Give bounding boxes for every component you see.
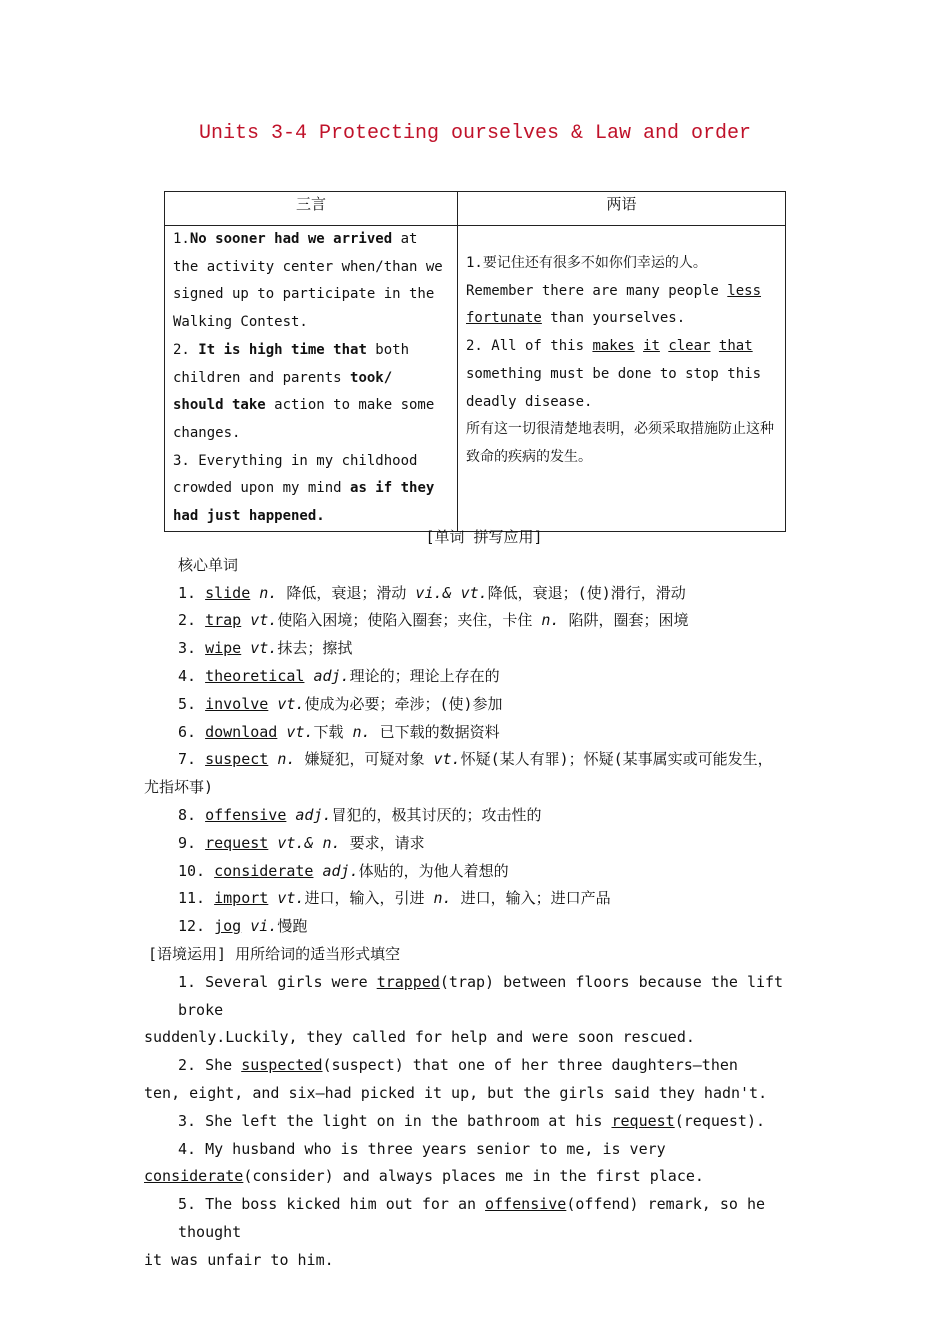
p3-text: 3. Everything in my childhood crowded upon my mind xyxy=(173,452,418,497)
page-title: Units 3-4 Protecting ourselves & Law and order xyxy=(198,122,752,145)
table-cell-right xyxy=(458,226,786,532)
word-item: 9. request vt.& n. 要求，请求 xyxy=(178,833,425,852)
r1-english-b: than yourselves. xyxy=(541,310,686,327)
p2-bold2: took/ should take xyxy=(173,369,393,414)
sentence-continuation: it was unfair to him. xyxy=(144,1250,334,1269)
phrase-table xyxy=(164,191,786,532)
p2-bold: It is high time that xyxy=(198,341,367,358)
section-heading-spelling: [单词 拼写应用] xyxy=(425,528,543,546)
word-item: 11. import vt.进口，输入，引进 n. 进口，输入；进口产品 xyxy=(178,889,611,908)
sentence-continuation: suddenly.Luckily, they called for help and were soon rescued. xyxy=(144,1028,695,1047)
r2-answer-1: makes xyxy=(592,338,635,355)
word-item: 8. offensive adj.冒犯的，极其讨厌的；攻击性的 xyxy=(178,805,542,824)
table-cell-left xyxy=(165,226,458,532)
sentence-item: 3. She left the light on in the bathroom at his request(request). xyxy=(178,1111,766,1130)
p2-num: 2. xyxy=(173,341,199,358)
r1-chinese: 1.要记住还有很多不如你们幸运的人。 xyxy=(466,255,707,271)
p2-text2: action to make some changes. xyxy=(173,397,435,441)
section-heading-context: [语境运用] 用所给词的适当形式填空 xyxy=(148,944,401,963)
sentence-item: 1. Several girls were trapped(trap) between floors because the lift broke xyxy=(178,972,784,1019)
r1-answer-2: fortunate xyxy=(466,310,542,327)
word-item: 2. trap vt.使陷入困境；使陷入圈套；夹住，卡住 n. 陷阱，圈套；困境 xyxy=(178,611,689,630)
answer-blank: trapped xyxy=(376,972,440,991)
answer-blank: suspected xyxy=(241,1056,323,1075)
sentence-continuation: considerate(consider) and always places me in the first place. xyxy=(144,1167,704,1186)
sentence-item: 2. She suspected(suspect) that one of her three daughters—then xyxy=(178,1056,738,1075)
answer-blank: request xyxy=(611,1111,675,1130)
word-item: 5. involve vt.使成为必要；牵涉；(使)参加 xyxy=(178,694,503,713)
p1-text: at the activity center when/than we signed up to participate in the Walking Contest. xyxy=(173,231,443,331)
word-item: 7. suspect n. 嫌疑犯，可疑对象 vt.怀疑(某人有罪)；怀疑(某事属实或可能发生， xyxy=(178,750,773,769)
r2-english-b: something must be done to stop this deadly disease. xyxy=(466,365,762,410)
p3-bold: as if they had just happened. xyxy=(173,480,435,525)
word-item: 4. theoretical adj.理论的；理论上存在的 xyxy=(178,666,500,685)
sentence-item: 5. The boss kicked him out for an offensive(offend) remark, so he thought xyxy=(178,1195,766,1241)
p1-bold: No sooner had we arrived xyxy=(189,231,393,247)
word-item-continuation: 尤指坏事) xyxy=(144,778,214,797)
r2-answer-3: clear xyxy=(668,338,711,355)
r2-answer-2: it xyxy=(643,338,660,355)
word-item: 3. wipe vt.抹去；擦拭 xyxy=(178,639,353,658)
sentence-item: 4. My husband who is three years senior to me, is very xyxy=(178,1139,666,1158)
r2-answer-4: that xyxy=(718,338,753,355)
r2-english-a: 2. All of this xyxy=(466,338,593,355)
p1-num: 1. xyxy=(173,231,190,247)
word-item: 6. download vt.下载 n. 已下载的数据资料 xyxy=(178,722,500,741)
answer-blank: offensive xyxy=(485,1195,567,1214)
table-header-right: 两语 xyxy=(458,192,786,226)
word-item: 1. slide n. 降低，衰退；滑动 vi.& vt.降低，衰退；(使)滑行，滑动 xyxy=(178,583,686,602)
sentence-continuation: ten, eight, and six—had picked it up, but the girls said they hadn't. xyxy=(144,1083,768,1102)
subheading-core-words: 核心单词 xyxy=(178,555,239,574)
exercise-body xyxy=(144,524,824,1275)
r1-english-a: Remember there are many people xyxy=(466,282,728,299)
r2-chinese: 所有这一切很清楚地表明，必须采取措施防止这种致命的疾病的发生。 xyxy=(466,421,774,465)
word-item: 10. considerate adj.体贴的，为他人着想的 xyxy=(178,861,509,880)
p2-text1: both children and parents xyxy=(173,341,410,386)
answer-blank: considerate xyxy=(144,1167,244,1186)
word-item: 12. jog vi.慢跑 xyxy=(178,917,308,936)
r1-answer-1: less xyxy=(727,282,762,299)
table-header-left: 三言 xyxy=(165,192,458,226)
